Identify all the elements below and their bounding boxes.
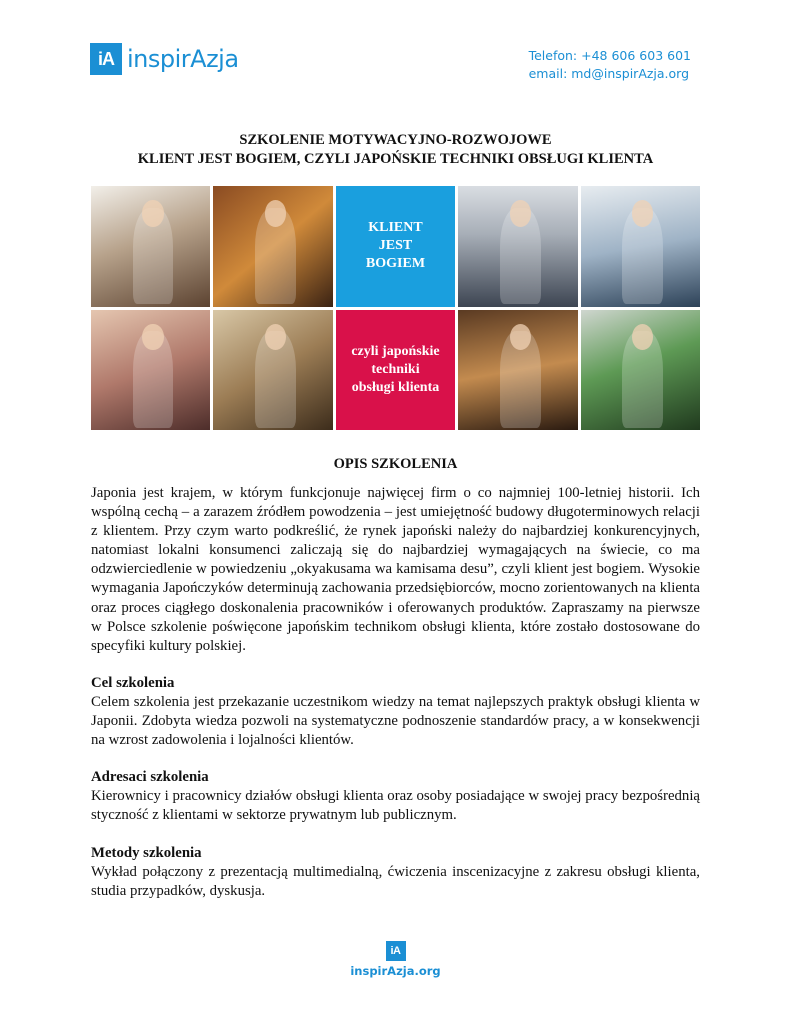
title-line-1: SZKOLENIE MOTYWACYJNO-ROZWOJOWE: [239, 132, 552, 148]
tile-red-line-3: obsługi klienta: [351, 379, 440, 395]
brand-logo-text: inspirAzja: [127, 45, 239, 73]
contact-info: [529, 47, 691, 83]
tile-red-line-2: techniki: [371, 361, 420, 377]
section-goal-heading: Cel szkolenia: [91, 674, 175, 691]
photo-shop-assistant: [213, 310, 332, 431]
title-line-2: KLIENT JEST BOGIEM, CZYLI JAPOŃSKIE TECHNIKI OBSŁUGI KLIENTA: [137, 151, 654, 167]
photo-staff-kitchen: [91, 186, 210, 307]
tile-japanese-techniques: [336, 310, 455, 431]
photo-chef-green: [581, 310, 700, 431]
photo-ticket-staff: [581, 186, 700, 307]
photo-woman-packing: [213, 186, 332, 307]
section-audience-heading: Adresaci szkolenia: [91, 769, 209, 786]
photo-collage: [91, 186, 700, 430]
photo-sushi-chef: [458, 310, 577, 431]
photo-store-clerk: [458, 186, 577, 307]
tile-blue-line-2: JEST: [378, 238, 413, 254]
tile-klient-jest-bogiem: [336, 186, 455, 307]
footer-logo-text: inspirAzja.org: [350, 964, 441, 978]
section-methods-heading: Metody szkolenia: [91, 844, 202, 861]
document-body: [91, 484, 700, 901]
section-heading: OPIS SZKOLENIA: [333, 456, 458, 472]
brand-logo-mark: iA: [90, 43, 122, 75]
tile-blue-line-1: KLIENT: [368, 220, 423, 236]
photo-kimono-bow: [91, 310, 210, 431]
intro-paragraph: Japonia jest krajem, w którym funkcjonuje najwięcej firm o co najmniej 100-letniej historii. Ich wspólną cechą – a zarazem źródłem powodzenia – jest umiejętność budowy długoterminowych relacji z klientem. Przy czym warto podkreślić, że rynek japoński należy do najbardziej konkurencyjnych, natomiast lokalni konsumenci zaliczają się do najbardziej wymagających na świecie, co ma odzwierciedlenie w powiedzeniu „okyakusama wa kamisama desu”, czyli klient jest bogiem. Wysokie wymagania Japończyków determinują zachowania przedsiębiorców, mocno zorientowanych na klienta oraz proces ciągłego doskonalenia pracowników i oferowanych produktów. Zapraszamy na pierwsze w Polsce szkolenie poświęcone japońskim technikom obsługi klienta, które zostało dostosowane do specyfiki kultury polskiej.: [91, 485, 700, 654]
tile-red-line-1: czyli japońskie: [351, 343, 440, 359]
footer-logo-mark: iA: [386, 941, 406, 961]
contact-email: email: md@inspirAzja.org: [528, 66, 690, 81]
document-title: [0, 131, 791, 169]
contact-phone: Telefon: +48 606 603 601: [528, 48, 691, 63]
brand-logo: [90, 43, 239, 75]
tile-blue-line-3: BOGIEM: [365, 256, 426, 272]
footer-logo: [0, 941, 791, 978]
section-goal-text: Celem szkolenia jest przekazanie uczestnikom wiedzy na temat najlepszych praktyk obsługi klienta w Japonii. Zdobyta wiedza pozwoli na systematyczne podnoszenie standardów pracy, a w konsekwencji na wzrost zadowolenia i lojalności klientów.: [91, 693, 700, 749]
section-audience-text: Kierownicy i pracownicy działów obsługi klienta oraz osoby posiadające w swojej pracy bezpośrednią styczność z klientami w sektorze prywatnym lub publicznym.: [91, 788, 700, 824]
section-methods-text: Wykład połączony z prezentacją multimedialną, ćwiczenia inscenizacyjne z zakresu obsługi klienta, studia przypadków, dyskusja.: [91, 863, 700, 899]
